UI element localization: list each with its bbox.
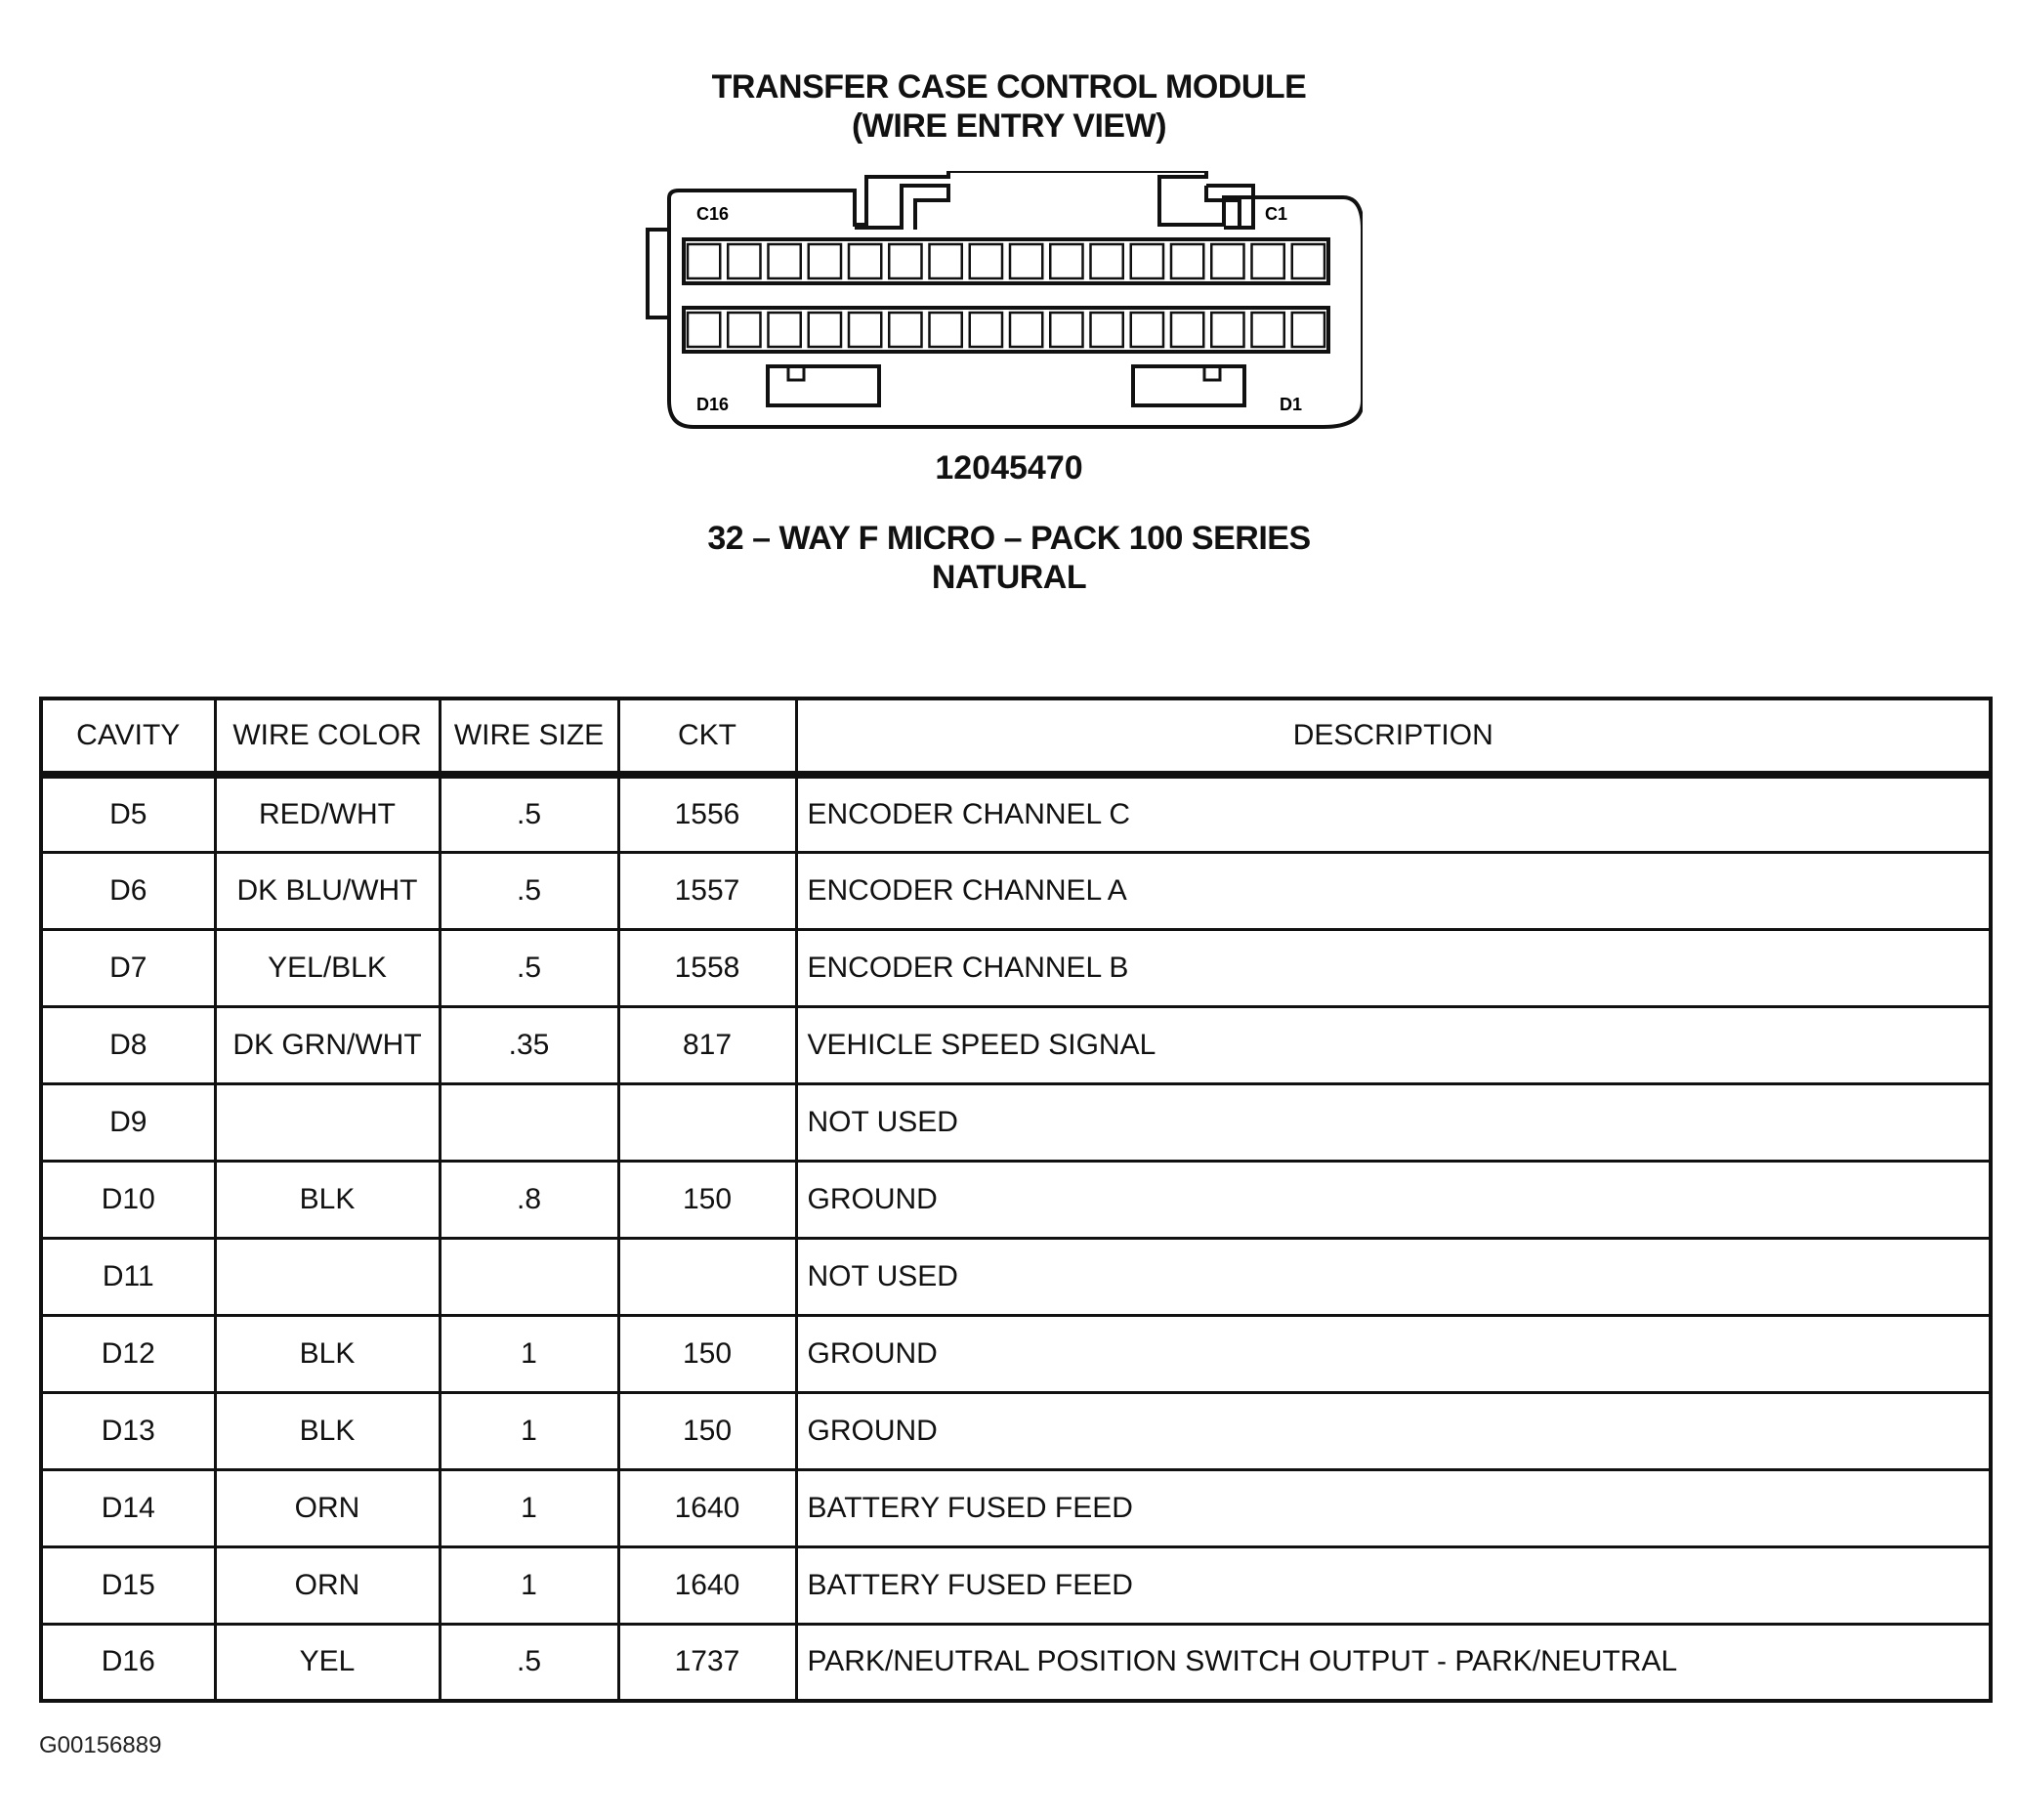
table-row	[41, 852, 1991, 929]
cell-wire-size: 1	[440, 1546, 618, 1624]
cavity-row-c	[684, 239, 1328, 283]
connector-color: NATURAL	[931, 559, 1087, 596]
figure-id: G00156889	[39, 1732, 162, 1758]
cell-wire-size	[440, 1083, 618, 1161]
cell-description: BATTERY FUSED FEED	[796, 1469, 1991, 1546]
bottom-key-left	[768, 366, 879, 405]
cavity	[889, 313, 921, 347]
table-row	[41, 929, 1991, 1006]
cell-cavity: D12	[41, 1315, 215, 1392]
cavity	[1131, 313, 1163, 347]
label-d1: D1	[1280, 395, 1303, 414]
cell-description: ENCODER CHANNEL C	[796, 775, 1991, 852]
table-row	[41, 1006, 1991, 1083]
table-row	[41, 1392, 1991, 1469]
part-number: 12045470	[935, 449, 1083, 487]
cell-wire-size: 1	[440, 1392, 618, 1469]
table-row	[41, 1546, 1991, 1624]
cavity	[1211, 313, 1243, 347]
diagram-subtitle: (WIRE ENTRY VIEW)	[851, 107, 1167, 145]
cavity	[1171, 313, 1203, 347]
table-row	[41, 775, 1991, 852]
cavity	[688, 244, 720, 278]
cell-ckt	[618, 1083, 796, 1161]
header-cavity: CAVITY	[41, 698, 215, 775]
cavity	[1292, 313, 1324, 347]
cell-description: ENCODER CHANNEL B	[796, 929, 1991, 1006]
cavity	[1211, 244, 1243, 278]
header-ckt: CKT	[618, 698, 796, 775]
cell-description: GROUND	[796, 1161, 1991, 1238]
cell-wire-color: DK BLU/WHT	[215, 852, 440, 929]
cell-ckt: 1640	[618, 1546, 796, 1624]
cavity	[1010, 313, 1042, 347]
cell-wire-color: YEL	[215, 1624, 440, 1701]
cell-wire-size: 1	[440, 1469, 618, 1546]
cell-wire-size: .5	[440, 929, 618, 1006]
cavity	[809, 313, 841, 347]
table-row	[41, 1469, 1991, 1546]
cell-cavity: D16	[41, 1624, 215, 1701]
cell-ckt: 150	[618, 1392, 796, 1469]
cell-ckt: 150	[618, 1161, 796, 1238]
cavity	[728, 313, 760, 347]
left-latch	[648, 230, 669, 317]
cell-wire-color: BLK	[215, 1161, 440, 1238]
cell-description: ENCODER CHANNEL A	[796, 852, 1991, 929]
cavity	[849, 313, 881, 347]
cell-description: GROUND	[796, 1315, 1991, 1392]
cell-wire-size: 1	[440, 1315, 618, 1392]
cell-ckt: 150	[618, 1315, 796, 1392]
header-wire-size: WIRE SIZE	[440, 698, 618, 775]
cavity	[1292, 244, 1324, 278]
table-row	[41, 1624, 1991, 1701]
cavity	[769, 313, 801, 347]
cavity	[1252, 244, 1284, 278]
table-header-row	[41, 698, 1991, 775]
cell-cavity: D5	[41, 775, 215, 852]
cell-description: VEHICLE SPEED SIGNAL	[796, 1006, 1991, 1083]
table-row	[41, 1083, 1991, 1161]
cell-ckt	[618, 1238, 796, 1315]
cell-wire-size: .5	[440, 775, 618, 852]
connector-face-diagram	[640, 171, 1363, 435]
cell-wire-size	[440, 1238, 618, 1315]
cell-wire-color: BLK	[215, 1392, 440, 1469]
table-row	[41, 1315, 1991, 1392]
cell-cavity: D6	[41, 852, 215, 929]
cell-ckt: 817	[618, 1006, 796, 1083]
bottom-key-left-notch	[788, 366, 804, 380]
cavity	[728, 244, 760, 278]
cavity	[809, 244, 841, 278]
cavity	[930, 244, 962, 278]
cell-ckt: 1557	[618, 852, 796, 929]
pinout-table	[39, 697, 1993, 1703]
connector-housing	[669, 171, 1363, 427]
cavity-row-d	[684, 308, 1328, 352]
cell-wire-color: DK GRN/WHT	[215, 1006, 440, 1083]
cavity	[930, 313, 962, 347]
cell-ckt: 1737	[618, 1624, 796, 1701]
cell-wire-size: .8	[440, 1161, 618, 1238]
cell-ckt: 1558	[618, 929, 796, 1006]
label-c1: C1	[1265, 204, 1288, 224]
cell-wire-color: ORN	[215, 1469, 440, 1546]
cell-description: BATTERY FUSED FEED	[796, 1546, 1991, 1624]
cavity	[849, 244, 881, 278]
cavity	[889, 244, 921, 278]
cell-cavity: D15	[41, 1546, 215, 1624]
cell-ckt: 1556	[618, 775, 796, 852]
connector-spec: 32 – WAY F MICRO – PACK 100 SERIES	[707, 520, 1311, 557]
cell-wire-size: .5	[440, 1624, 618, 1701]
header-wire-color: WIRE COLOR	[215, 698, 440, 775]
bottom-key-right-notch	[1204, 366, 1220, 380]
cell-ckt: 1640	[618, 1469, 796, 1546]
cell-wire-color	[215, 1083, 440, 1161]
cell-description: NOT USED	[796, 1238, 1991, 1315]
cell-cavity: D11	[41, 1238, 215, 1315]
cell-cavity: D14	[41, 1469, 215, 1546]
cavity	[970, 313, 1002, 347]
cell-wire-color: YEL/BLK	[215, 929, 440, 1006]
header-description: DESCRIPTION	[796, 698, 1991, 775]
cavity	[1050, 313, 1082, 347]
cell-description: PARK/NEUTRAL POSITION SWITCH OUTPUT - PARK/NEUTRAL	[796, 1624, 1991, 1701]
cell-cavity: D7	[41, 929, 215, 1006]
cell-cavity: D10	[41, 1161, 215, 1238]
cell-cavity: D13	[41, 1392, 215, 1469]
label-d16: D16	[696, 395, 730, 414]
cavity	[688, 313, 720, 347]
cavity	[1131, 244, 1163, 278]
cell-description: NOT USED	[796, 1083, 1991, 1161]
cell-wire-color: RED/WHT	[215, 775, 440, 852]
cell-wire-size: .5	[440, 852, 618, 929]
cavity	[1010, 244, 1042, 278]
cell-description: GROUND	[796, 1392, 1991, 1469]
cell-wire-size: .35	[440, 1006, 618, 1083]
cell-cavity: D8	[41, 1006, 215, 1083]
cavity	[1091, 313, 1123, 347]
cell-wire-color: ORN	[215, 1546, 440, 1624]
cavity	[970, 244, 1002, 278]
cavity	[1171, 244, 1203, 278]
diagram-title: TRANSFER CASE CONTROL MODULE	[711, 68, 1307, 106]
cell-wire-color	[215, 1238, 440, 1315]
cavity-grid	[684, 239, 1328, 352]
cell-cavity: D9	[41, 1083, 215, 1161]
table-row	[41, 1238, 1991, 1315]
label-c16: C16	[696, 204, 730, 224]
bottom-key-right	[1133, 366, 1244, 405]
cell-wire-color: BLK	[215, 1315, 440, 1392]
cavity	[1050, 244, 1082, 278]
table-row	[41, 1161, 1991, 1238]
cavity	[1252, 313, 1284, 347]
cavity	[1091, 244, 1123, 278]
cavity	[769, 244, 801, 278]
